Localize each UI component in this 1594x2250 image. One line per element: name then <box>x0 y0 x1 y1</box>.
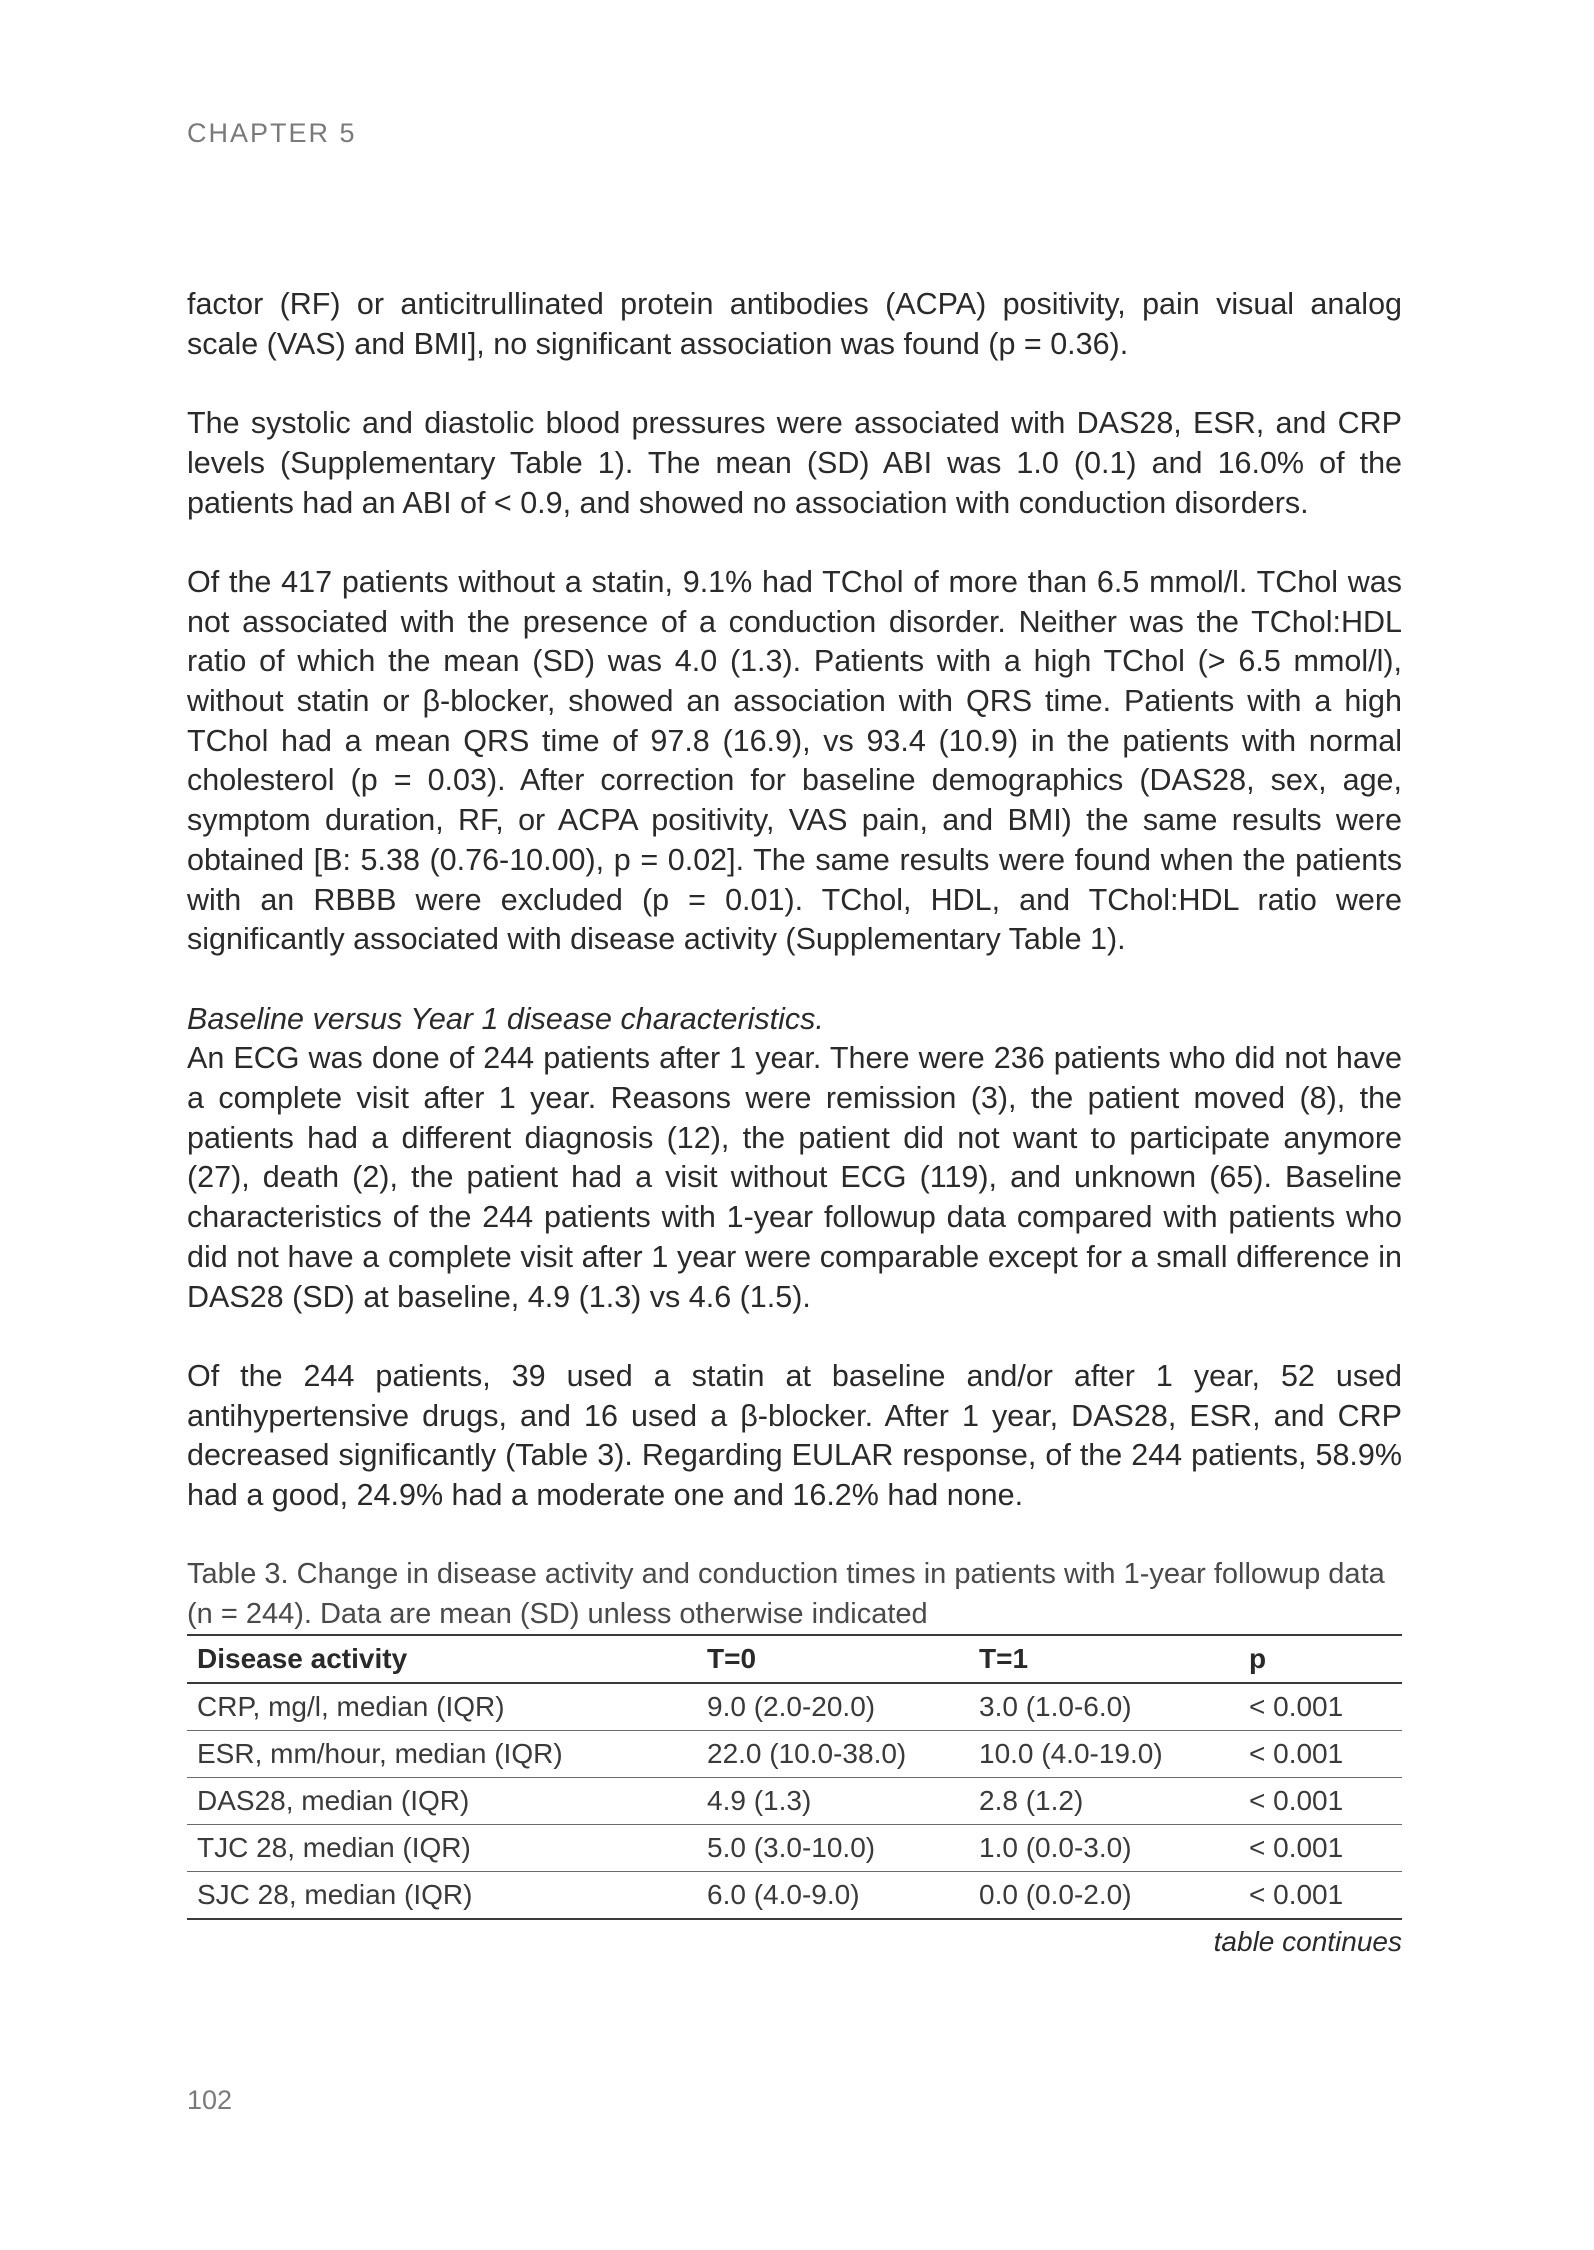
table-row <box>187 1778 1402 1825</box>
table-cell: CRP, mg/l, median (IQR) <box>187 1683 697 1731</box>
table-header-cell: T=0 <box>697 1635 969 1683</box>
table-cell: 2.8 (1.2) <box>969 1778 1239 1825</box>
table-header-cell: Disease activity <box>187 1635 697 1683</box>
table-cell: TJC 28, median (IQR) <box>187 1825 697 1872</box>
section-heading: Baseline versus Year 1 disease characteristics. <box>187 1001 824 1036</box>
paragraph-3: Of the 417 patients without a statin, 9.1% had TChol of more than 6.5 mmol/l. TChol was not associated with the presence of a conduction disorder. Neither was the TChol:HDL ratio of which the mean (SD) was 4.0 (1.3). Patients with a high TChol (> 6.5 mmol/l), without statin or β-blocker, showed an association with QRS time. Patients with a high TChol had a mean QRS time of 97.8 (16.9), vs 93.4 (10.9) in the patients with normal cholesterol (p = 0.03). After correction for baseline demographics (DAS28, sex, age, symptom duration, RF, or ACPA positivity, VAS pain, and BMI) the same results were obtained [B: 5.38 (0.76-10.00), p = 0.02]. The same results were found when the patients with an RBBB were excluded (p = 0.01). TChol, HDL, and TChol:HDL ratio were significantly associated with disease activity (Supplementary Table 1). <box>187 564 1402 957</box>
table-cell: 0.0 (0.0-2.0) <box>969 1872 1239 1920</box>
table-header-cell: p <box>1239 1635 1402 1683</box>
page-number: 102 <box>187 2085 233 2115</box>
paragraph-2: The systolic and diastolic blood pressures were associated with DAS28, ESR, and CRP levels (Supplementary Table 1). The mean (SD) ABI was 1.0 (0.1) and 16.0% of the patients had an ABI of < 0.9, and showed no association with conduction disorders. <box>187 406 1402 520</box>
table-header-cell: T=1 <box>969 1635 1239 1683</box>
results-table <box>187 1634 1402 1920</box>
table-row <box>187 1683 1402 1731</box>
table-cell: 9.0 (2.0-20.0) <box>697 1683 969 1731</box>
paragraph-1: factor (RF) or anticitrullinated protein antibodies (ACPA) positivity, pain visual analog scale (VAS) and BMI], no significant association was found (p = 0.36). <box>187 287 1402 361</box>
table-row <box>187 1731 1402 1778</box>
table-cell: 4.9 (1.3) <box>697 1778 969 1825</box>
table-cell: SJC 28, median (IQR) <box>187 1872 697 1920</box>
main-content <box>187 285 1402 1958</box>
table-cell: 6.0 (4.0-9.0) <box>697 1872 969 1920</box>
table-cell: < 0.001 <box>1239 1825 1402 1872</box>
table-cell: 3.0 (1.0-6.0) <box>969 1683 1239 1731</box>
table-cell: ESR, mm/hour, median (IQR) <box>187 1731 697 1778</box>
paragraph-4: An ECG was done of 244 patients after 1 year. There were 236 patients who did not have a complete visit after 1 year. Reasons were remission (3), the patient moved (8), the patients had a different diagnosis (12), the patient did not want to participate anymore (27), death (2), the patient had a visit without ECG (119), and unknown (65). Baseline characteristics of the 244 patients with 1-year followup data compared with patients who did not have a complete visit after 1 year were comparable except for a small difference in DAS28 (SD) at baseline, 4.9 (1.3) vs 4.6 (1.5). <box>187 1041 1402 1314</box>
table-cell: 22.0 (10.0-38.0) <box>697 1731 969 1778</box>
table-header-row <box>187 1635 1402 1683</box>
paragraph-5: Of the 244 patients, 39 used a statin at baseline and/or after 1 year, 52 used antihypertensive drugs, and 16 used a β-blocker. After 1 year, DAS28, ESR, and CRP decreased significantly (Table 3). Regarding EULAR response, of the 244 patients, 58.9% had a good, 24.9% had a moderate one and 16.2% had none. <box>187 1358 1402 1513</box>
table-cell: < 0.001 <box>1239 1872 1402 1920</box>
table-cell: < 0.001 <box>1239 1778 1402 1825</box>
table-cell: DAS28, median (IQR) <box>187 1778 697 1825</box>
table-row <box>187 1872 1402 1920</box>
chapter-header: CHAPTER 5 <box>187 118 357 148</box>
table-cell: 1.0 (0.0-3.0) <box>969 1825 1239 1872</box>
table-row <box>187 1825 1402 1872</box>
table-cell: 5.0 (3.0-10.0) <box>697 1825 969 1872</box>
table-cell: < 0.001 <box>1239 1683 1402 1731</box>
table-cell: < 0.001 <box>1239 1731 1402 1778</box>
table-caption: Table 3. Change in disease activity and conduction times in patients with 1-year followup data (n = 244). Data are mean (SD) unless otherwise indicated <box>187 1558 1385 1630</box>
table-cell: 10.0 (4.0-19.0) <box>969 1731 1239 1778</box>
table-continues-note: table continues <box>1213 1926 1402 1958</box>
